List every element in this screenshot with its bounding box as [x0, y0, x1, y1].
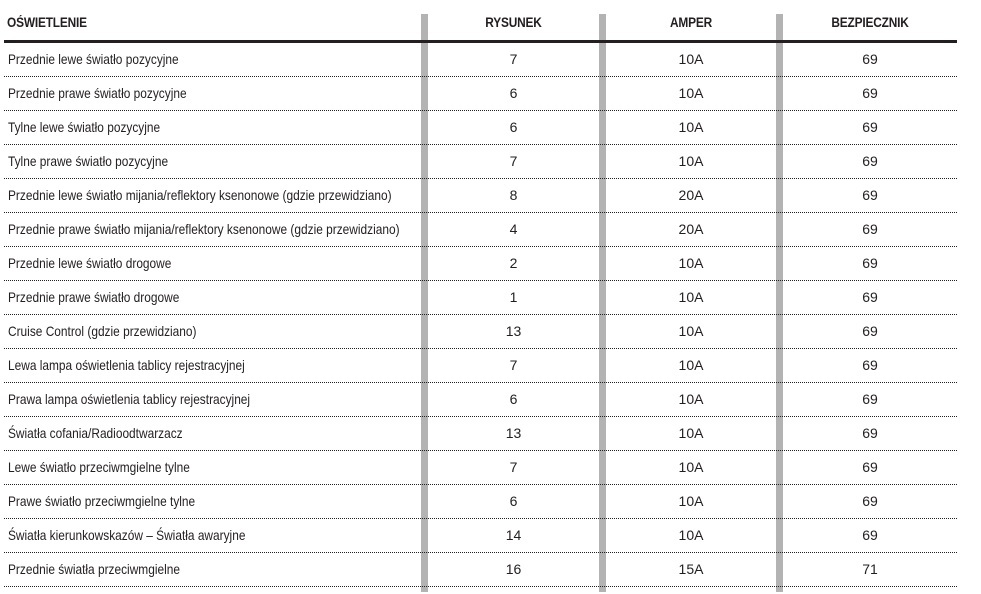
fuse-cell: 69	[862, 493, 878, 509]
header-lighting: OŚWIETLENIE	[7, 15, 87, 30]
table-header	[4, 14, 957, 43]
fuse-cell: 69	[862, 221, 878, 237]
fuse-cell: 69	[862, 289, 878, 305]
table-row	[4, 111, 957, 145]
fuse-cell: 69	[862, 323, 878, 339]
table-row	[4, 349, 957, 383]
header-figure: RYSUNEK	[485, 15, 542, 30]
figure-cell: 7	[509, 51, 518, 67]
table-row	[4, 451, 957, 485]
header-fuse: BEZPIECZNIK	[831, 15, 909, 30]
ampere-cell: 10A	[678, 527, 704, 543]
table-row	[4, 247, 957, 281]
lighting-cell: Przednie lewe światło mijania/reflektory ksenonowe (gdzie przewidziano)	[8, 187, 392, 203]
lighting-cell: Światła cofania/Radioodtwarzacz	[8, 425, 183, 441]
fuse-cell: 69	[862, 255, 878, 271]
ampere-cell: 15A	[678, 561, 704, 577]
ampere-cell: 10A	[678, 289, 704, 305]
ampere-cell: 10A	[678, 493, 704, 509]
ampere-cell: 10A	[678, 459, 704, 475]
figure-cell: 1	[509, 289, 518, 305]
figure-cell: 14	[505, 527, 522, 543]
table-row	[4, 553, 957, 587]
figure-cell: 6	[509, 119, 518, 135]
lighting-cell: Przednie prawe światło mijania/reflektory ksenonowe (gdzie przewidziano)	[8, 221, 400, 237]
table-body	[4, 43, 957, 587]
table-row	[4, 77, 957, 111]
fuse-table	[4, 14, 957, 592]
fuse-cell: 69	[862, 527, 878, 543]
lighting-cell: Lewa lampa oświetlenia tablicy rejestracyjnej	[8, 357, 245, 373]
lighting-cell: Przednie prawe światło pozycyjne	[8, 85, 187, 101]
lighting-cell: Prawa lampa oświetlenia tablicy rejestracyjnej	[8, 391, 251, 407]
fuse-cell: 69	[862, 357, 878, 373]
table-row	[4, 179, 957, 213]
figure-cell: 7	[509, 153, 518, 169]
lighting-cell: Przednie lewe światło pozycyjne	[8, 51, 179, 67]
lighting-cell: Tylne prawe światło pozycyjne	[8, 153, 169, 169]
ampere-cell: 20A	[678, 221, 704, 237]
ampere-cell: 10A	[678, 153, 704, 169]
figure-cell: 6	[509, 493, 518, 509]
figure-cell: 2	[509, 255, 518, 271]
lighting-cell: Przednie lewe światło drogowe	[8, 255, 172, 271]
figure-cell: 13	[505, 425, 522, 441]
ampere-cell: 20A	[678, 187, 704, 203]
lighting-cell: Tylne lewe światło pozycyjne	[8, 119, 161, 135]
figure-cell: 16	[505, 561, 522, 577]
figure-cell: 7	[509, 459, 518, 475]
table-row	[4, 417, 957, 451]
ampere-cell: 10A	[678, 255, 704, 271]
ampere-cell: 10A	[678, 391, 704, 407]
ampere-cell: 10A	[678, 51, 704, 67]
ampere-cell: 10A	[678, 85, 704, 101]
table-row	[4, 43, 957, 77]
fuse-cell: 69	[862, 187, 878, 203]
figure-cell: 13	[505, 323, 522, 339]
fuse-cell: 71	[862, 561, 878, 577]
lighting-cell: Lewe światło przeciwmgielne tylne	[8, 459, 190, 475]
fuse-cell: 69	[862, 85, 878, 101]
ampere-cell: 10A	[678, 357, 704, 373]
figure-cell: 4	[509, 221, 518, 237]
table-row	[4, 145, 957, 179]
table-row	[4, 213, 957, 247]
table-row	[4, 281, 957, 315]
ampere-cell: 10A	[678, 119, 704, 135]
figure-cell: 6	[509, 85, 518, 101]
lighting-cell: Cruise Control (gdzie przewidziano)	[8, 323, 197, 339]
figure-cell: 6	[509, 391, 518, 407]
table-row	[4, 485, 957, 519]
figure-cell: 7	[509, 357, 518, 373]
lighting-cell: Prawe światło przeciwmgielne tylne	[8, 493, 196, 509]
fuse-cell: 69	[862, 391, 878, 407]
lighting-cell: Światła kierunkowskazów – Światła awaryjne	[8, 527, 246, 543]
ampere-cell: 10A	[678, 323, 704, 339]
fuse-cell: 69	[862, 153, 878, 169]
lighting-cell: Przednie prawe światło drogowe	[8, 289, 180, 305]
table-row	[4, 383, 957, 417]
fuse-cell: 69	[862, 119, 878, 135]
header-ampere: AMPER	[669, 15, 713, 30]
fuse-cell: 69	[862, 425, 878, 441]
figure-cell: 8	[509, 187, 518, 203]
lighting-cell: Przednie światła przeciwmgielne	[8, 561, 180, 577]
fuse-cell: 69	[862, 459, 878, 475]
ampere-cell: 10A	[678, 425, 704, 441]
fuse-cell: 69	[862, 51, 878, 67]
table-row	[4, 519, 957, 553]
table-row	[4, 315, 957, 349]
